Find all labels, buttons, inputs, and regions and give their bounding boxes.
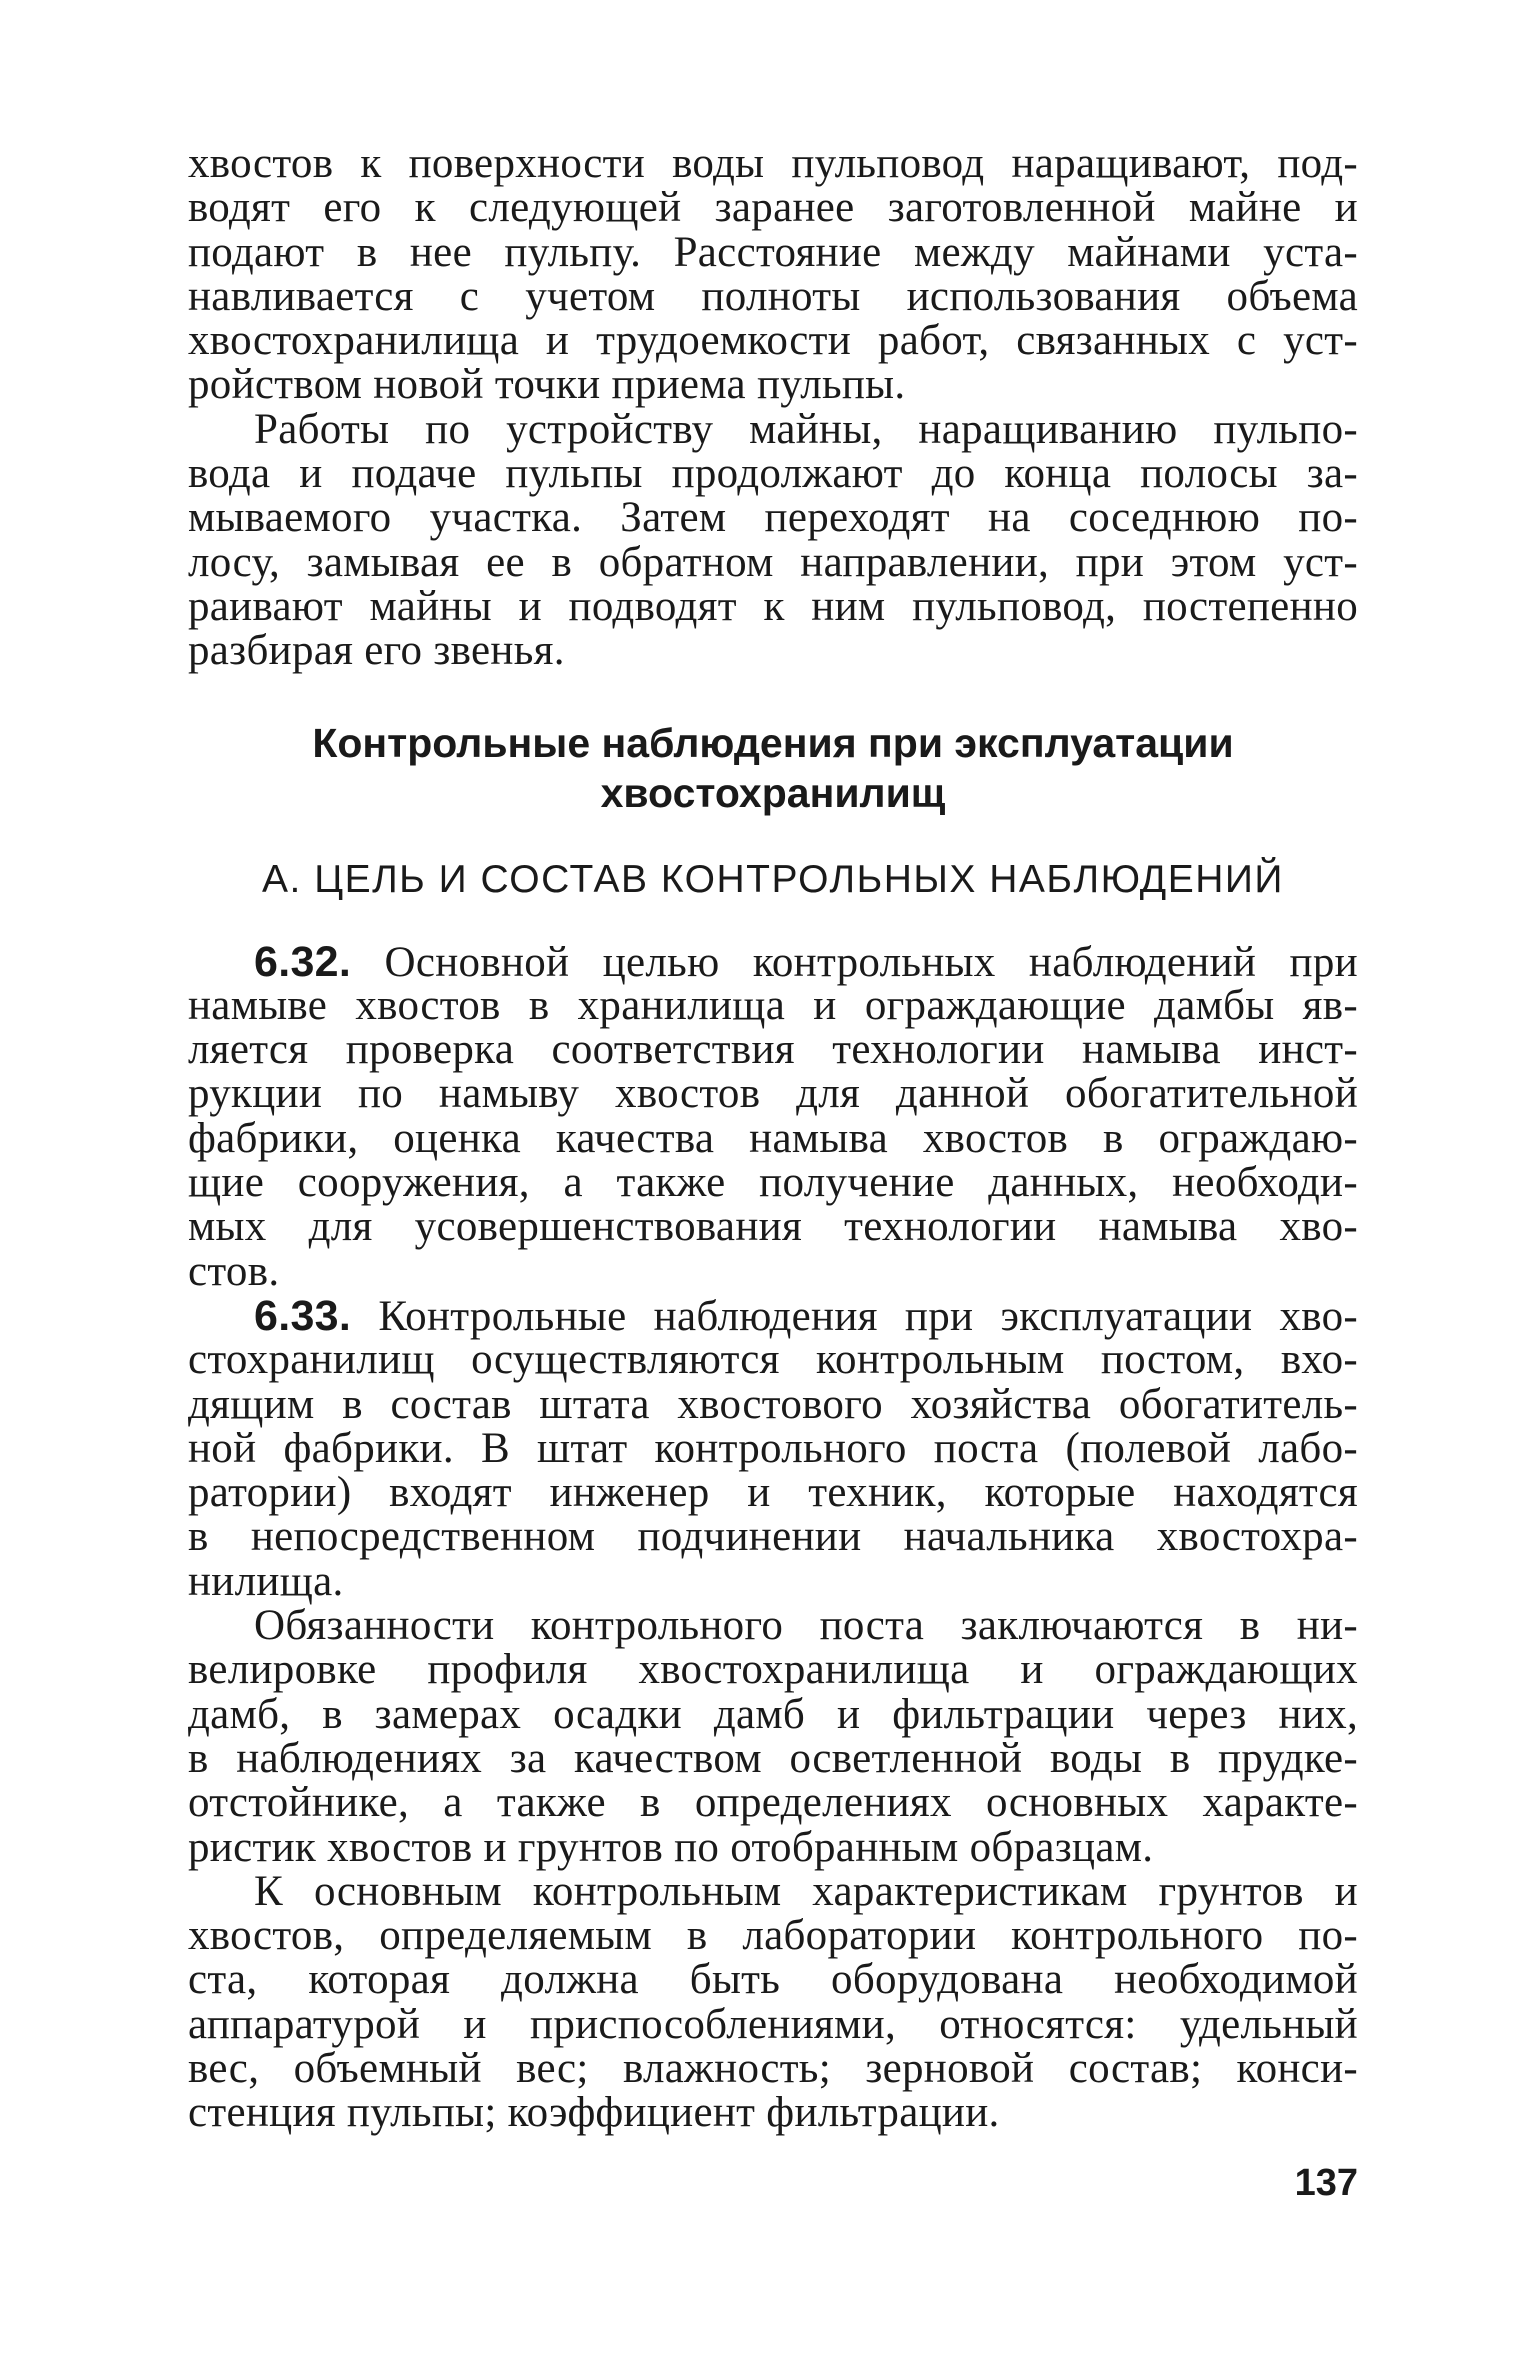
text-line: ристик хвостов и грунтов по отобранным образцам. xyxy=(188,1823,1154,1871)
text-line: навливается с учетом полноты использования объема xyxy=(188,272,1358,320)
text-line: стов. xyxy=(188,1247,280,1295)
text-line: ста, которая должна быть оборудована необходимой xyxy=(188,1956,1358,2004)
text-line: мых для усовершенствования технологии намыва хво- xyxy=(188,1203,1358,1251)
text-line: раивают майны и подводят к ним пульповод, постепенно xyxy=(188,582,1358,630)
text-line: Обязанности контрольного поста заключаются в ни- xyxy=(254,1602,1358,1650)
text-line: хвостов, определяемым в лаборатории контрольного по- xyxy=(188,1912,1358,1960)
text-line: водят его к следующей заранее заготовленной майне и xyxy=(188,184,1358,232)
clause-first-line: Основной целью контрольных наблюдений при xyxy=(384,938,1358,986)
text-line: ляется проверка соответствия технологии намыва инст- xyxy=(188,1026,1358,1074)
text-line: хвостов к поверхности воды пульповод наращивают, под- xyxy=(188,140,1358,187)
text-line: в наблюдениях за качеством осветленной воды в прудке- xyxy=(188,1734,1358,1782)
text-line: ратории) входят инженер и техник, которые находятся xyxy=(188,1469,1358,1517)
paragraph-characteristics xyxy=(188,1867,1358,2137)
text-line: намыве хвостов в хранилища и ограждающие дамбы яв- xyxy=(188,981,1358,1029)
clause-number: 6.33. xyxy=(254,1291,352,1340)
text-line: фабрики, оценка качества намыва хвостов в ограждаю- xyxy=(188,1114,1358,1162)
text-line: дамб, в замерах осадки дамб и фильтрации через них, xyxy=(188,1690,1358,1738)
text-line: подают в нее пульпу. Расстояние между майнами уста- xyxy=(188,228,1358,276)
paragraph-continued xyxy=(188,142,1358,408)
section-title-line: хвостохранилищ xyxy=(600,769,946,816)
text-line: вес, объемный вес; влажность; зерновой состав; конси- xyxy=(188,2044,1358,2092)
book-page xyxy=(188,142,1358,2136)
text-line: дящим в состав штата хвостового хозяйства обогатитель- xyxy=(188,1380,1358,1428)
section-title-line: Контрольные наблюдения при эксплуатации xyxy=(312,719,1234,766)
clause-number: 6.32. xyxy=(254,937,352,986)
text-line: аппаратурой и приспособлениями, относятся: удельный xyxy=(188,2000,1358,2048)
paragraph-works xyxy=(188,405,1358,675)
text-line: мываемого участка. Затем переходят на соседнюю по- xyxy=(188,494,1358,542)
text-line: вода и подаче пульпы продолжают до конца полосы за- xyxy=(188,450,1358,498)
section-title xyxy=(188,718,1358,818)
text-line: ройством новой точки приема пульпы. xyxy=(188,361,906,409)
text-line: разбирая его звенья. xyxy=(188,627,565,675)
text-line: Работы по устройству майны, наращиванию пульпо- xyxy=(254,405,1358,453)
text-line: лосу, замывая ее в обратном направлении, при этом уст- xyxy=(188,538,1358,586)
paragraph-duties xyxy=(188,1604,1358,1870)
text-line: отстойнике, а также в определениях основных характе- xyxy=(188,1779,1358,1827)
text-line: К основным контрольным характеристикам грунтов и xyxy=(254,1867,1358,1915)
text-line: в непосредственном подчинении начальника хвостохра- xyxy=(188,1513,1358,1561)
text-line: ной фабрики. В штат контрольного поста (полевой лабо- xyxy=(188,1424,1358,1472)
clause-first-line: Контрольные наблюдения при эксплуатации хво- xyxy=(378,1292,1358,1340)
text-line: стенция пульпы; коэффициент фильтрации. xyxy=(188,2089,1000,2137)
text-line xyxy=(188,1291,1358,1340)
text-line: рукции по намыву хвостов для данной обогатительной xyxy=(188,1070,1358,1118)
paragraph-6-32 xyxy=(188,937,1358,1295)
subsection-title: А. ЦЕЛЬ И СОСТАВ КОНТРОЛЬНЫХ НАБЛЮДЕНИЙ xyxy=(262,857,1284,901)
text-line xyxy=(188,937,1358,986)
text-line: щие сооружения, а также получение данных, необходи- xyxy=(188,1159,1358,1207)
text-line: нилища. xyxy=(188,1557,344,1605)
text-line: велировке профиля хвостохранилища и ограждающих xyxy=(188,1646,1358,1694)
page-number: 137 xyxy=(1294,2162,1358,2204)
paragraph-6-33 xyxy=(188,1291,1358,1605)
text-line: хвостохранилища и трудоемкости работ, связанных с уст- xyxy=(188,317,1358,365)
text-line: стохранилищ осуществляются контрольным постом, вхо- xyxy=(188,1336,1358,1384)
